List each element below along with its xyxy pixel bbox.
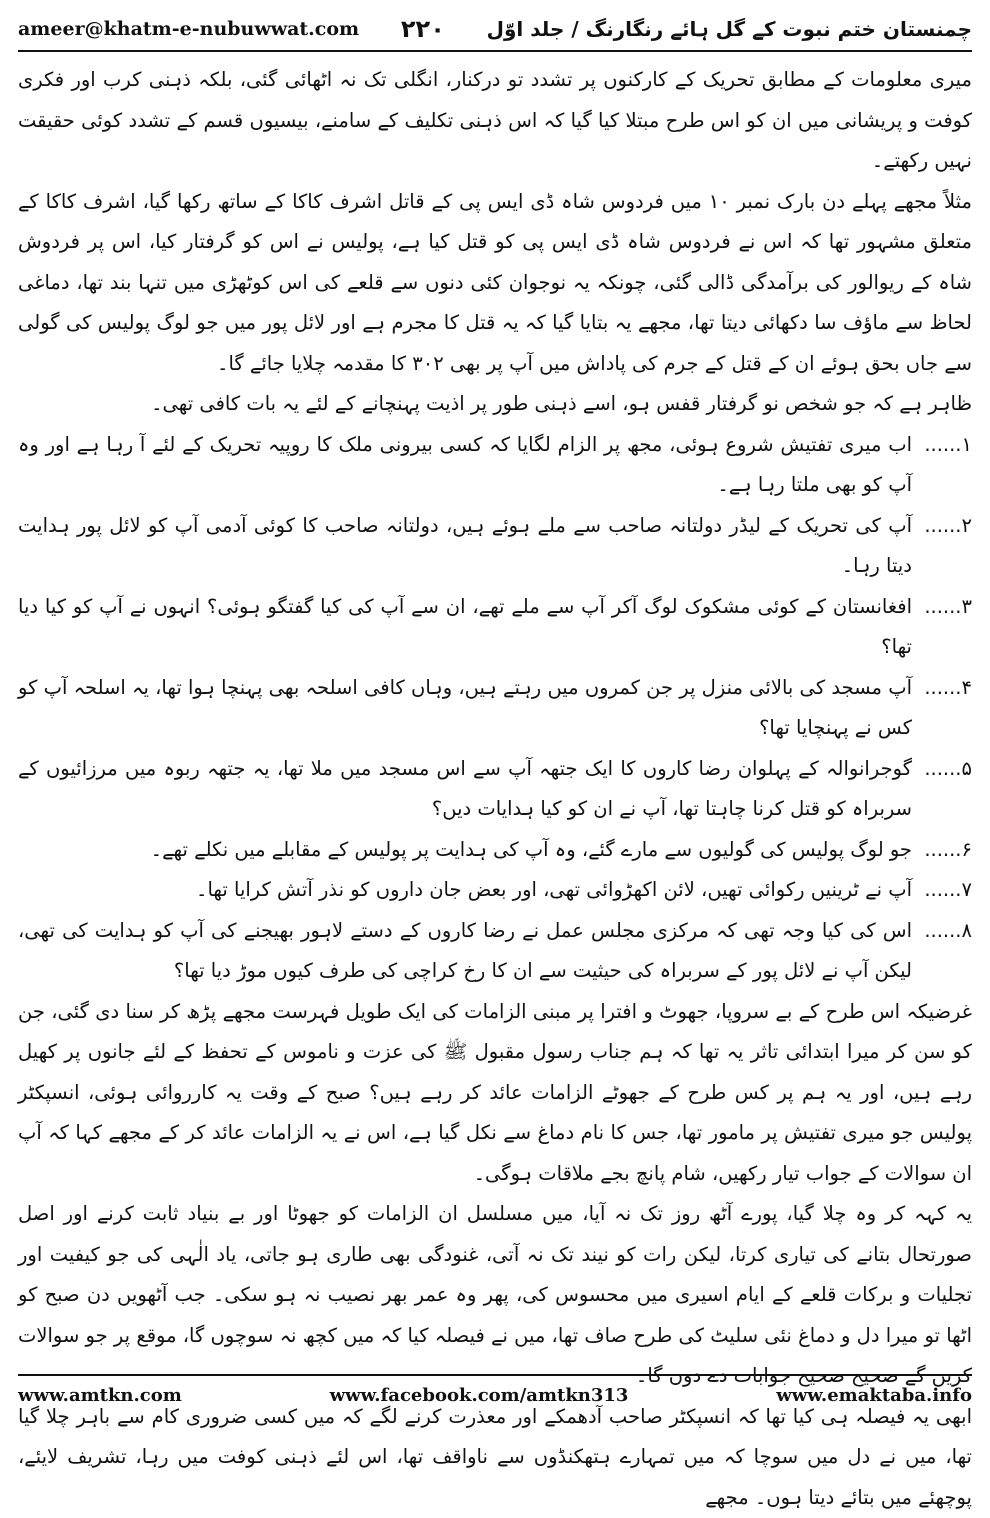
paragraph-4: غرضیکہ اس طرح کے بے سروپا، جھوٹ و افترا پر مبنی الزامات کی ایک طویل فہرست مجھے پڑھ کر سنا دی گئی، جن کو سن کر میرا ابتدائی تاثر یہ تھا کہ ہم جناب رسول مقبول ﷺ کی عزت و ناموس کے تحفظ کے لئے جانوں پر کھیل رہے ہیں، اور یہ ہم پر کس طرح کے جھوٹے الزامات عائد کر رہے ہیں؟ صبح کے وقت یہ کارروائی ہوئی، انسپکٹر پولیس جو میری تفتیش پر مامور تھا، جس کا نام دماغ سے نکل گیا ہے، اس نے یہ الزامات عائد کر کے مجھے کہا کہ آپ ان سوالات کے جواب تیار رکھیں، شام پانچ بجے ملاقات ہوگی۔ [18,992,972,1195]
footer-link-facebook[interactable]: www.facebook.com/amtkn313 [330,1385,629,1406]
item-number: ۷...... [912,870,972,911]
list-item [18,870,972,911]
footer-link-emaktaba[interactable]: www.emaktaba.info [776,1385,972,1406]
item-number: ۱...... [912,425,972,506]
paragraph-5: یہ کہہ کر وہ چلا گیا، پورے آٹھ روز تک نہ آیا، میں مسلسل ان الزامات کو جھوٹا اور بے بنیاد ثابت کرنے اور اصل صورتحال بتانے کی تیاری کرتا، لیکن رات کو نیند تک نہ آتی، غنودگی بھی طاری ہو جاتی، یاد الٰہی کی جو کیفیت اور تجلیات و برکات قلعے کے ایام اسیری میں محسوس کی، پھر وہ عمر بھر نصیب نہ ہو سکی۔ جب آٹھویں دن صبح کو اٹھا تو میرا دل و دماغ نئی سلیٹ کی طرح صاف تھا، میں نے فیصلہ کیا کہ میں کچھ نہ سوچوں گا، موقع پر جو سوالات کریں گے صحیح صحیح جوابات دے دوں گا۔ [18,1194,972,1397]
item-number: ۵...... [912,749,972,830]
paragraph-6: ابھی یہ فیصلہ ہی کیا تھا کہ انسپکٹر صاحب آدھمکے اور معذرت کرنے لگے کہ میں کسی ضروری کام سے باہر چلا گیا تھا، میں نے دل میں سوچا کہ میں تمہارے ہتھکنڈوں سے ناواقف تھا، اس لئے ذہنی کوفت میں رہا، تشریف لایئے، پوچھئے میں بتائے دیتا ہوں۔ مجھے [18,1397,972,1518]
footer-link-amtkn[interactable]: www.amtkn.com [18,1385,182,1406]
item-text: جو لوگ پولیس کی گولیوں سے مارے گئے، وہ آپ کی ہدایت پر پولیس کے مقابلے میں نکلے تھے۔ [18,830,912,871]
list-item [18,506,972,587]
book-title: چمنستان ختم نبوت کے گل ہائے رنگارنگ / جلد اوّل [487,17,972,41]
list-item [18,425,972,506]
item-number: ۴...... [912,668,972,749]
list-item [18,587,972,668]
list-item [18,668,972,749]
item-text: آپ کی تحریک کے لیڈر دولتانہ صاحب سے ملے ہوئے ہیں، دولتانہ صاحب کا کوئی آدمی آپ کو لائل پور ہدایت دیتا رہا۔ [18,506,912,587]
item-number: ۳...... [912,587,972,668]
item-number: ۸...... [912,911,972,992]
item-text: آپ نے ٹرینیں رکوائی تھیں، لائن اکھڑوائی تھی، اور بعض جان داروں کو نذر آتش کرایا تھا۔ [18,870,912,911]
page-footer [18,1374,972,1414]
item-number: ۲...... [912,506,972,587]
paragraph-3: ظاہر ہے کہ جو شخص نو گرفتار قفس ہو، اسے ذہنی طور پر اذیت پہنچانے کے لئے یہ بات کافی تھی۔ [18,384,972,425]
paragraph-2: مثلاً مجھے پہلے دن بارک نمبر ۱۰ میں فردوس شاہ ڈی ایس پی کے قاتل اشرف کاکا کے ساتھ رکھا گیا، اشرف کاکا کے متعلق مشہور تھا کہ اس نے فردوس شاہ ڈی ایس پی کو قتل کیا ہے، پولیس نے اس کو گرفتار کیا، اس پر فردوش شاہ کے ریوالور کی برآمدگی ڈالی گئی، چونکہ یہ نوجوان کئی دنوں سے قلعے کی اس کوٹھڑی میں تنہا بند تھا، دماغی لحاظ سے ماؤف سا دکھائی دیتا تھا، مجھے یہ بتایا گیا کہ یہ قتل کا مجرم ہے اور لائل پور میں جو لوگ پولیس کی گولی سے جاں بحق ہوئے ان کے قتل کے جرم کی پاداش میں آپ پر بھی ۳۰۲ کا مقدمہ چلایا جائے گا۔ [18,182,972,385]
page-body [18,60,972,1368]
list-item [18,830,972,871]
page-number: ۲۲۰ [401,15,445,43]
item-text: اب میری تفتیش شروع ہوئی، مجھ پر الزام لگایا کہ کسی بیرونی ملک کا روپیہ تحریک کے لئے آ رہا ہے اور وہ آپ کو بھی ملتا رہا ہے۔ [18,425,912,506]
allegations-list [18,425,972,992]
header-email: ameer@khatm-e-nubuwwat.com [18,18,359,40]
page-header [18,8,972,52]
list-item [18,749,972,830]
paragraph-1: میری معلومات کے مطابق تحریک کے کارکنوں پر تشدد تو درکنار، انگلی تک نہ اٹھائی گئی، بلکہ ذہنی کرب اور فکری کوفت و پریشانی میں ان کو اس طرح مبتلا کیا گیا کہ اس ذہنی تکلیف کے سامنے، بیسیوں قسم کے تشدد کوئی حقیقت نہیں رکھتے۔ [18,60,972,182]
list-item [18,911,972,992]
item-text: اس کی کیا وجہ تھی کہ مرکزی مجلس عمل نے رضا کاروں کے دستے لاہور بھیجنے کی آپ کو ہدایت کی تھی، لیکن آپ نے لائل پور کے سربراہ کی حیثیت سے ان کا رخ کراچی کی طرف کیوں موڑ دیا تھا؟ [18,911,912,992]
item-text: آپ مسجد کی بالائی منزل پر جن کمروں میں رہتے ہیں، وہاں کافی اسلحہ بھی پہنچا ہوا تھا، یہ اسلحہ آپ کو کس نے پہنچایا تھا؟ [18,668,912,749]
item-number: ۶...... [912,830,972,871]
item-text: افغانستان کے کوئی مشکوک لوگ آکر آپ سے ملے تھے، ان سے آپ کی کیا گفتگو ہوئی؟ انہوں نے آپ کو کیا دیا تھا؟ [18,587,912,668]
item-text: گوجرانوالہ کے پہلوان رضا کاروں کا ایک جتھہ آپ سے اس مسجد میں ملا تھا، یہ جتھہ ربوہ میں مرزائیوں کے سربراہ کو قتل کرنا چاہتا تھا، آپ نے ان کو کیا ہدایات دیں؟ [18,749,912,830]
